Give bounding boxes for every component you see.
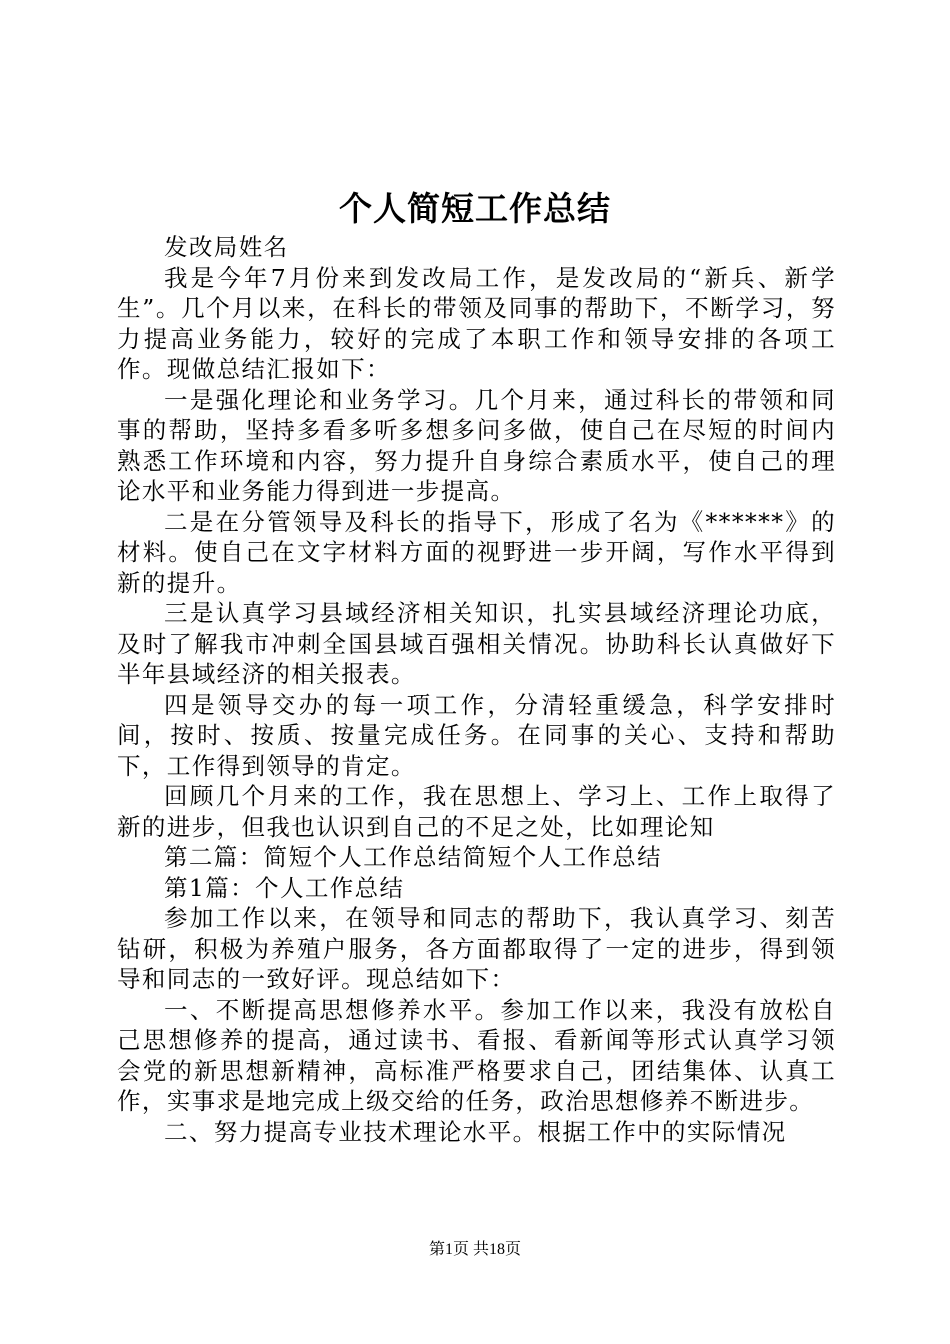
section-heading: 第二篇：简短个人工作总结简短个人工作总结 [164,843,662,871]
review-paragraph: 回顾几个月来的工作，我在思想上、学习上、工作上取得了新的进步，但我也认识到自己的不足之处，比如理论知 [117,782,836,841]
point-three-paragraph: 三是认真学习县域经济相关知识，扎实县域经济理论功底，及时了解我市冲刺全国县域百强相关情况。协助科长认真做好下半年县域经济的相关报表。 [117,599,836,688]
point-two-paragraph: 二是在分管领导及科长的指导下，形成了名为《******》的材料。使自己在文字材料方面的视野进一步开阔，写作水平得到新的提升。 [117,507,836,597]
subsection-heading: 第1篇：个人工作总结 [164,873,405,902]
point-one-paragraph: 一是强化理论和业务学习。几个月来，通过科长的带领和同事的帮助，坚持多看多听多想多问多做，使自己在尽短的时间内熟悉工作环境和内容，努力提升自身综合素质水平，使自己的理论水平和业务能力得到进一步提高。 [117,385,836,505]
document-body [117,232,836,1147]
item-two-paragraph: 二、努力提高专业技术理论水平。根据工作中的实际情况 [164,1117,787,1146]
point-four-paragraph: 四是领导交办的每一项工作，分清轻重缓急，科学安排时间，按时、按质、按量完成任务。在同事的关心、支持和帮助下，工作得到领导的肯定。 [117,690,836,780]
author-line: 发改局姓名 [164,233,289,261]
summary-intro-paragraph: 参加工作以来，在领导和同志的帮助下，我认真学习、刻苦钻研，积极为养殖户服务，各方面都取得了一定的进步，得到领导和同志的一致好评。现总结如下： [117,904,836,993]
item-one-paragraph: 一、不断提高思想修养水平。参加工作以来，我没有放松自己思想修养的提高，通过读书、看报、看新闻等形式认真学习领会党的新思想新精神，高标准严格要求自己，团结集体、认真工作，实事求是地完成上级交给的任务，政治思想修养不断进步。 [117,995,836,1115]
page-footer: 第1页 共18页 [428,1241,521,1258]
document-title: 个人简短工作总结 [339,189,611,228]
intro-paragraph: 我是今年7月份来到发改局工作，是发改局的“新兵、新学生”。几个月以来，在科长的带领及同事的帮助下，不断学习，努力提高业务能力，较好的完成了本职工作和领导安排的各项工作。现做总结汇报如下： [117,263,836,383]
